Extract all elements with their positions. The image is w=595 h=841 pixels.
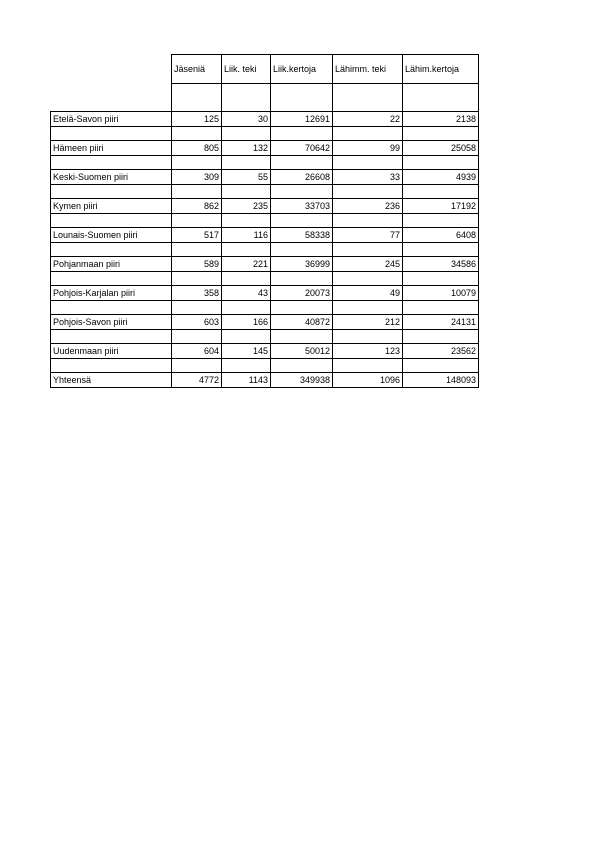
table-row: [51, 228, 479, 243]
table-row: [51, 344, 479, 359]
value-cell: 166: [222, 315, 271, 330]
header-corner: [51, 55, 172, 84]
header-cell-movement-times: Liik.kertoja: [271, 55, 333, 84]
value-cell: 116: [222, 228, 271, 243]
table-row: [51, 170, 479, 185]
total-label: Yhteensä: [51, 373, 172, 388]
header-cell-neighbor-doers: Lähimm. teki: [333, 55, 403, 84]
value-cell: 123: [333, 344, 403, 359]
district-name: Uudenmaan piiri: [51, 344, 172, 359]
value-cell: 50012: [271, 344, 333, 359]
spacer-row: [51, 359, 479, 373]
value-cell: 36999: [271, 257, 333, 272]
value-cell: 603: [172, 315, 222, 330]
value-cell: 2138: [403, 112, 479, 127]
spacer-row: [51, 156, 479, 170]
value-cell: 10079: [403, 286, 479, 301]
value-cell: 6408: [403, 228, 479, 243]
district-name: Pohjanmaan piiri: [51, 257, 172, 272]
value-cell: 221: [222, 257, 271, 272]
value-cell: 589: [172, 257, 222, 272]
value-cell: 862: [172, 199, 222, 214]
value-cell: 245: [333, 257, 403, 272]
value-cell: 20073: [271, 286, 333, 301]
spacer-row: [51, 127, 479, 141]
district-name: Pohjois-Savon piiri: [51, 315, 172, 330]
value-cell: 77: [333, 228, 403, 243]
value-cell: 22: [333, 112, 403, 127]
spacer-row: [51, 272, 479, 286]
value-cell: 349938: [271, 373, 333, 388]
value-cell: 25058: [403, 141, 479, 156]
spacer-row: [51, 185, 479, 199]
value-cell: 4939: [403, 170, 479, 185]
spacer-row: [51, 301, 479, 315]
value-cell: 309: [172, 170, 222, 185]
district-name: Etelä-Savon piiri: [51, 112, 172, 127]
value-cell: 145: [222, 344, 271, 359]
total-row: [51, 373, 479, 388]
value-cell: 604: [172, 344, 222, 359]
value-cell: 12691: [271, 112, 333, 127]
value-cell: 125: [172, 112, 222, 127]
value-cell: 99: [333, 141, 403, 156]
value-cell: 235: [222, 199, 271, 214]
value-cell: 26608: [271, 170, 333, 185]
district-name: Lounais-Suomen piiri: [51, 228, 172, 243]
value-cell: 4772: [172, 373, 222, 388]
value-cell: 55: [222, 170, 271, 185]
value-cell: 17192: [403, 199, 479, 214]
value-cell: 58338: [271, 228, 333, 243]
spacer-row: [51, 243, 479, 257]
value-cell: 24131: [403, 315, 479, 330]
header-cell-neighbor-times: Lähim.kertoja: [403, 55, 479, 84]
header-row: [51, 55, 479, 84]
spacer-row: [51, 214, 479, 228]
value-cell: 236: [333, 199, 403, 214]
value-cell: 33: [333, 170, 403, 185]
value-cell: 30: [222, 112, 271, 127]
value-cell: 40872: [271, 315, 333, 330]
district-name: Hämeen piiri: [51, 141, 172, 156]
district-name: Keski-Suomen piiri: [51, 170, 172, 185]
value-cell: 34586: [403, 257, 479, 272]
value-cell: 1143: [222, 373, 271, 388]
value-cell: 212: [333, 315, 403, 330]
table-row: [51, 315, 479, 330]
spacer-row: [51, 330, 479, 344]
value-cell: 358: [172, 286, 222, 301]
value-cell: 23562: [403, 344, 479, 359]
table-row: [51, 257, 479, 272]
value-cell: 148093: [403, 373, 479, 388]
table-row: [51, 112, 479, 127]
header-cell-members: Jäseniä: [172, 55, 222, 84]
spreadsheet: [50, 54, 479, 388]
value-cell: 132: [222, 141, 271, 156]
table-row: [51, 286, 479, 301]
header-spacer-row: [51, 84, 479, 112]
value-cell: 70642: [271, 141, 333, 156]
table-row: [51, 199, 479, 214]
value-cell: 49: [333, 286, 403, 301]
header-cell-movement-doers: Liik. teki: [222, 55, 271, 84]
value-cell: 805: [172, 141, 222, 156]
value-cell: 33703: [271, 199, 333, 214]
district-name: Pohjois-Karjalan piiri: [51, 286, 172, 301]
value-cell: 43: [222, 286, 271, 301]
data-table: [50, 54, 479, 388]
district-name: Kymen piiri: [51, 199, 172, 214]
table-row: [51, 141, 479, 156]
value-cell: 1096: [333, 373, 403, 388]
value-cell: 517: [172, 228, 222, 243]
